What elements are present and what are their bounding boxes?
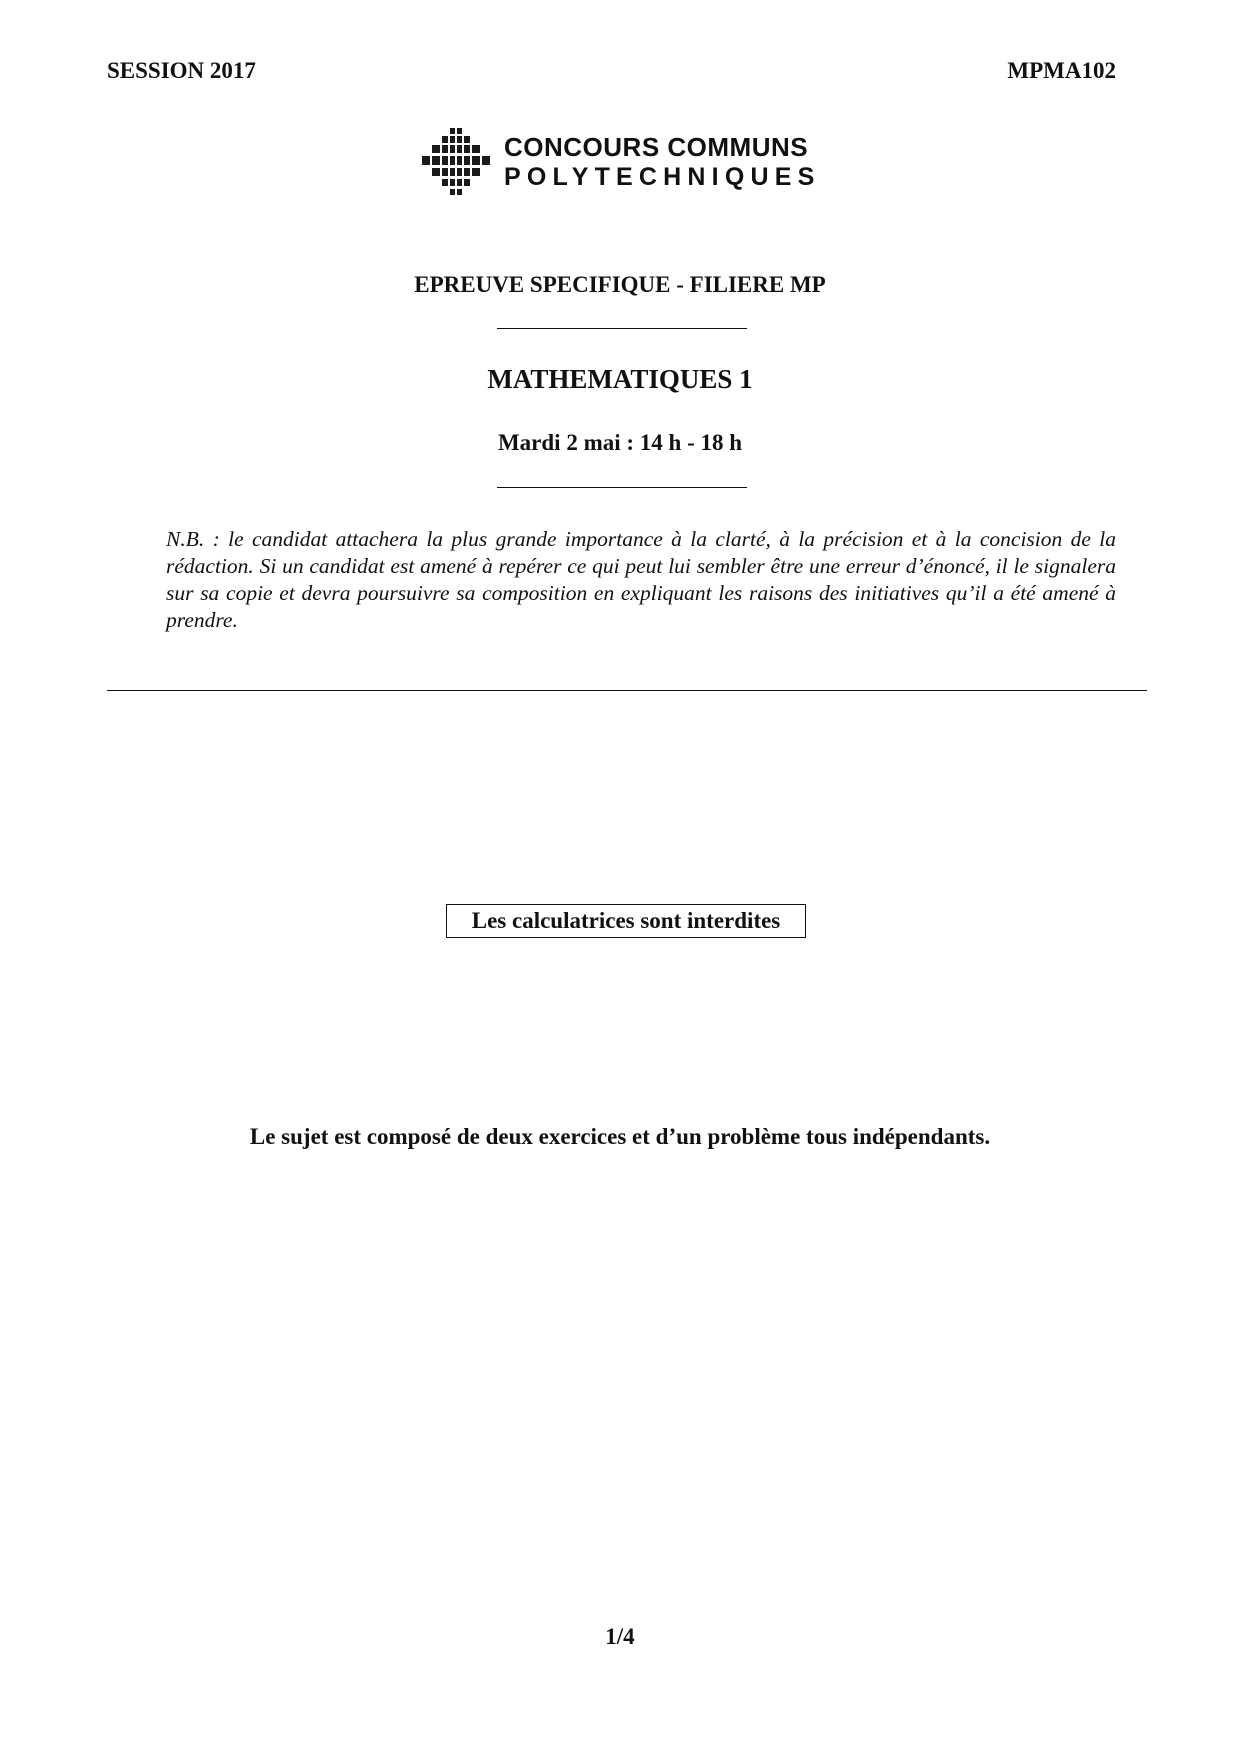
exam-code: MPMA102 bbox=[1007, 58, 1116, 83]
page-number: 1/4 bbox=[605, 1624, 635, 1649]
logo-text-line1: CONCOURS COMMUNS bbox=[504, 132, 809, 162]
logo-text-line2: POLYTECHNIQUES bbox=[504, 163, 821, 191]
calculators-notice: Les calculatrices sont interdites bbox=[446, 904, 806, 938]
nb-instructions: N.B. : le candidat attachera la plus grande importance à la clarté, à la précision et à la concision de la rédaction. Si un candidat est amené à repérer ce qui peut lui sembler être une erreur d’énoncé, il le signalera sur sa copie et devra poursuivre sa composition en expliquant les raisons des initiatives qu’il a été amené à prendre. bbox=[166, 527, 1116, 632]
exam-date: Mardi 2 mai : 14 h - 18 h bbox=[497, 430, 743, 455]
globe-grid-icon bbox=[420, 128, 492, 198]
divider bbox=[497, 328, 747, 329]
subject-description: Le sujet est composé de deux exercices et d’un problème tous indépendants. bbox=[249, 1124, 991, 1149]
divider bbox=[497, 487, 747, 488]
page-title: MATHEMATIQUES 1 bbox=[487, 364, 753, 394]
logo bbox=[420, 128, 820, 198]
session-label: SESSION 2017 bbox=[107, 58, 256, 83]
epreuve-heading: EPREUVE SPECIFIQUE - FILIERE MP bbox=[414, 272, 826, 297]
separator-line bbox=[107, 690, 1147, 691]
